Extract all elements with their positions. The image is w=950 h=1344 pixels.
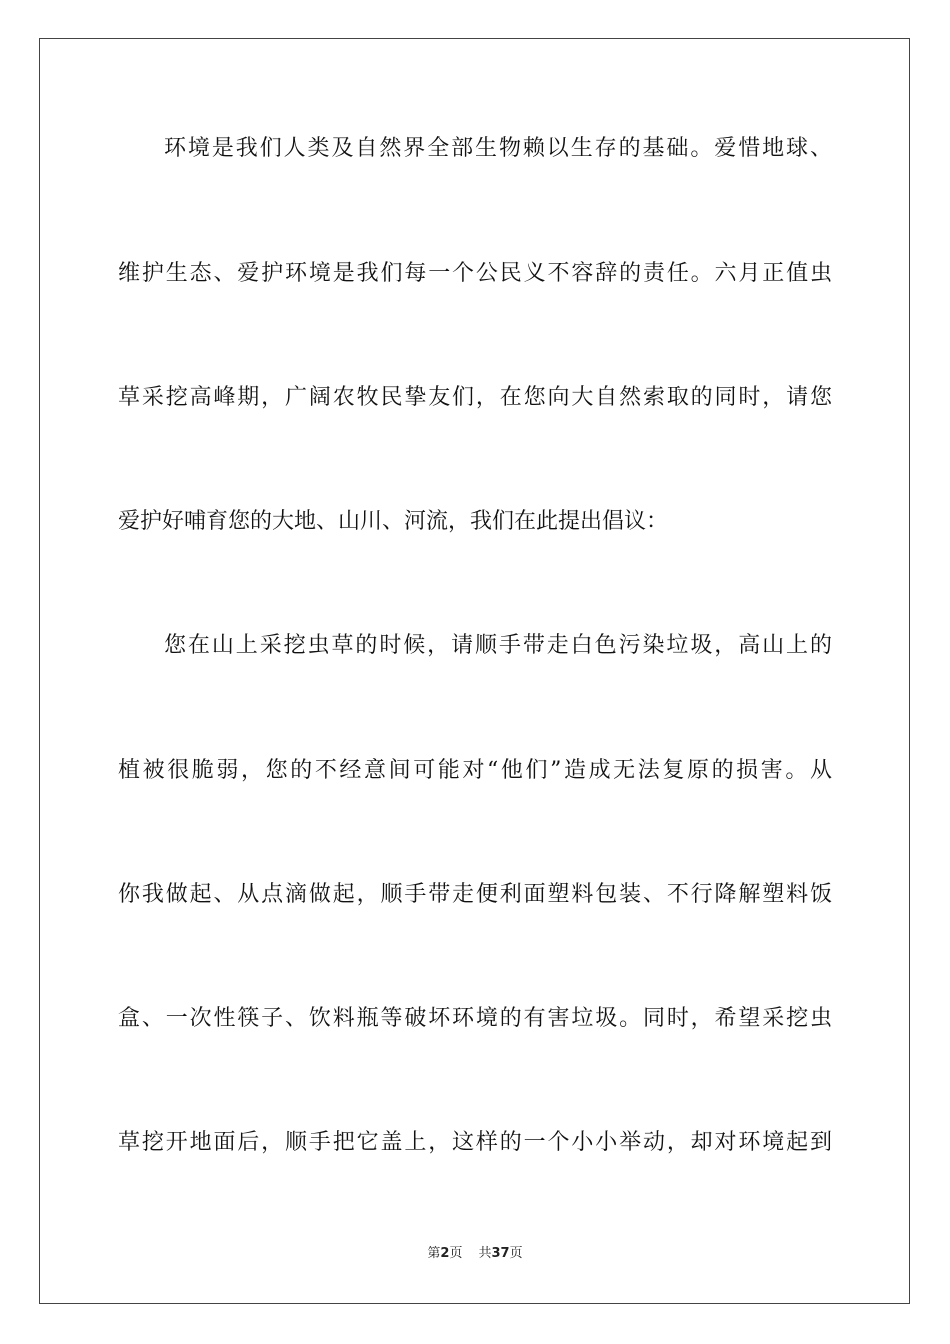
total-pages: 37 <box>491 1246 510 1261</box>
page-footer <box>0 1245 950 1263</box>
paragraph-1-line-3: 草采挖高峰期，广阔农牧民挚友们，在您向大自然索取的同时，请您 <box>118 385 832 410</box>
paragraph-1-line-4: 爱护好哺育您的大地、山川、河流，我们在此提出倡议： <box>118 509 669 534</box>
page-suffix: 页 <box>449 1246 463 1261</box>
total-prefix: 共 <box>478 1246 492 1261</box>
paragraph-1-line-2: 维护生态、爱护环境是我们每一个公民义不容辞的责任。六月正值虫 <box>118 261 832 286</box>
page-prefix: 第 <box>427 1246 441 1261</box>
total-suffix: 页 <box>509 1246 523 1261</box>
page-number: 2 <box>440 1246 450 1261</box>
paragraph-2-line-2: 植被很脆弱，您的不经意间可能对“他们”造成无法复原的损害。从 <box>118 758 832 783</box>
paragraph-2-line-1: 您在山上采挖虫草的时候，请顺手带走白色污染垃圾，高山上的 <box>164 633 832 658</box>
paragraph-2-line-4: 盒、一次性筷子、饮料瓶等破坏环境的有害垃圾。同时，希望采挖虫 <box>118 1006 832 1031</box>
paragraph-1-line-1: 环境是我们人类及自然界全部生物赖以生存的基础。爱惜地球、 <box>164 136 832 161</box>
paragraph-2-line-3: 你我做起、从点滴做起，顺手带走便利面塑料包装、不行降解塑料饭 <box>118 882 832 907</box>
page-border <box>39 38 910 1304</box>
paragraph-2-line-5: 草挖开地面后，顺手把它盖上，这样的一个小小举动，却对环境起到 <box>118 1130 832 1155</box>
